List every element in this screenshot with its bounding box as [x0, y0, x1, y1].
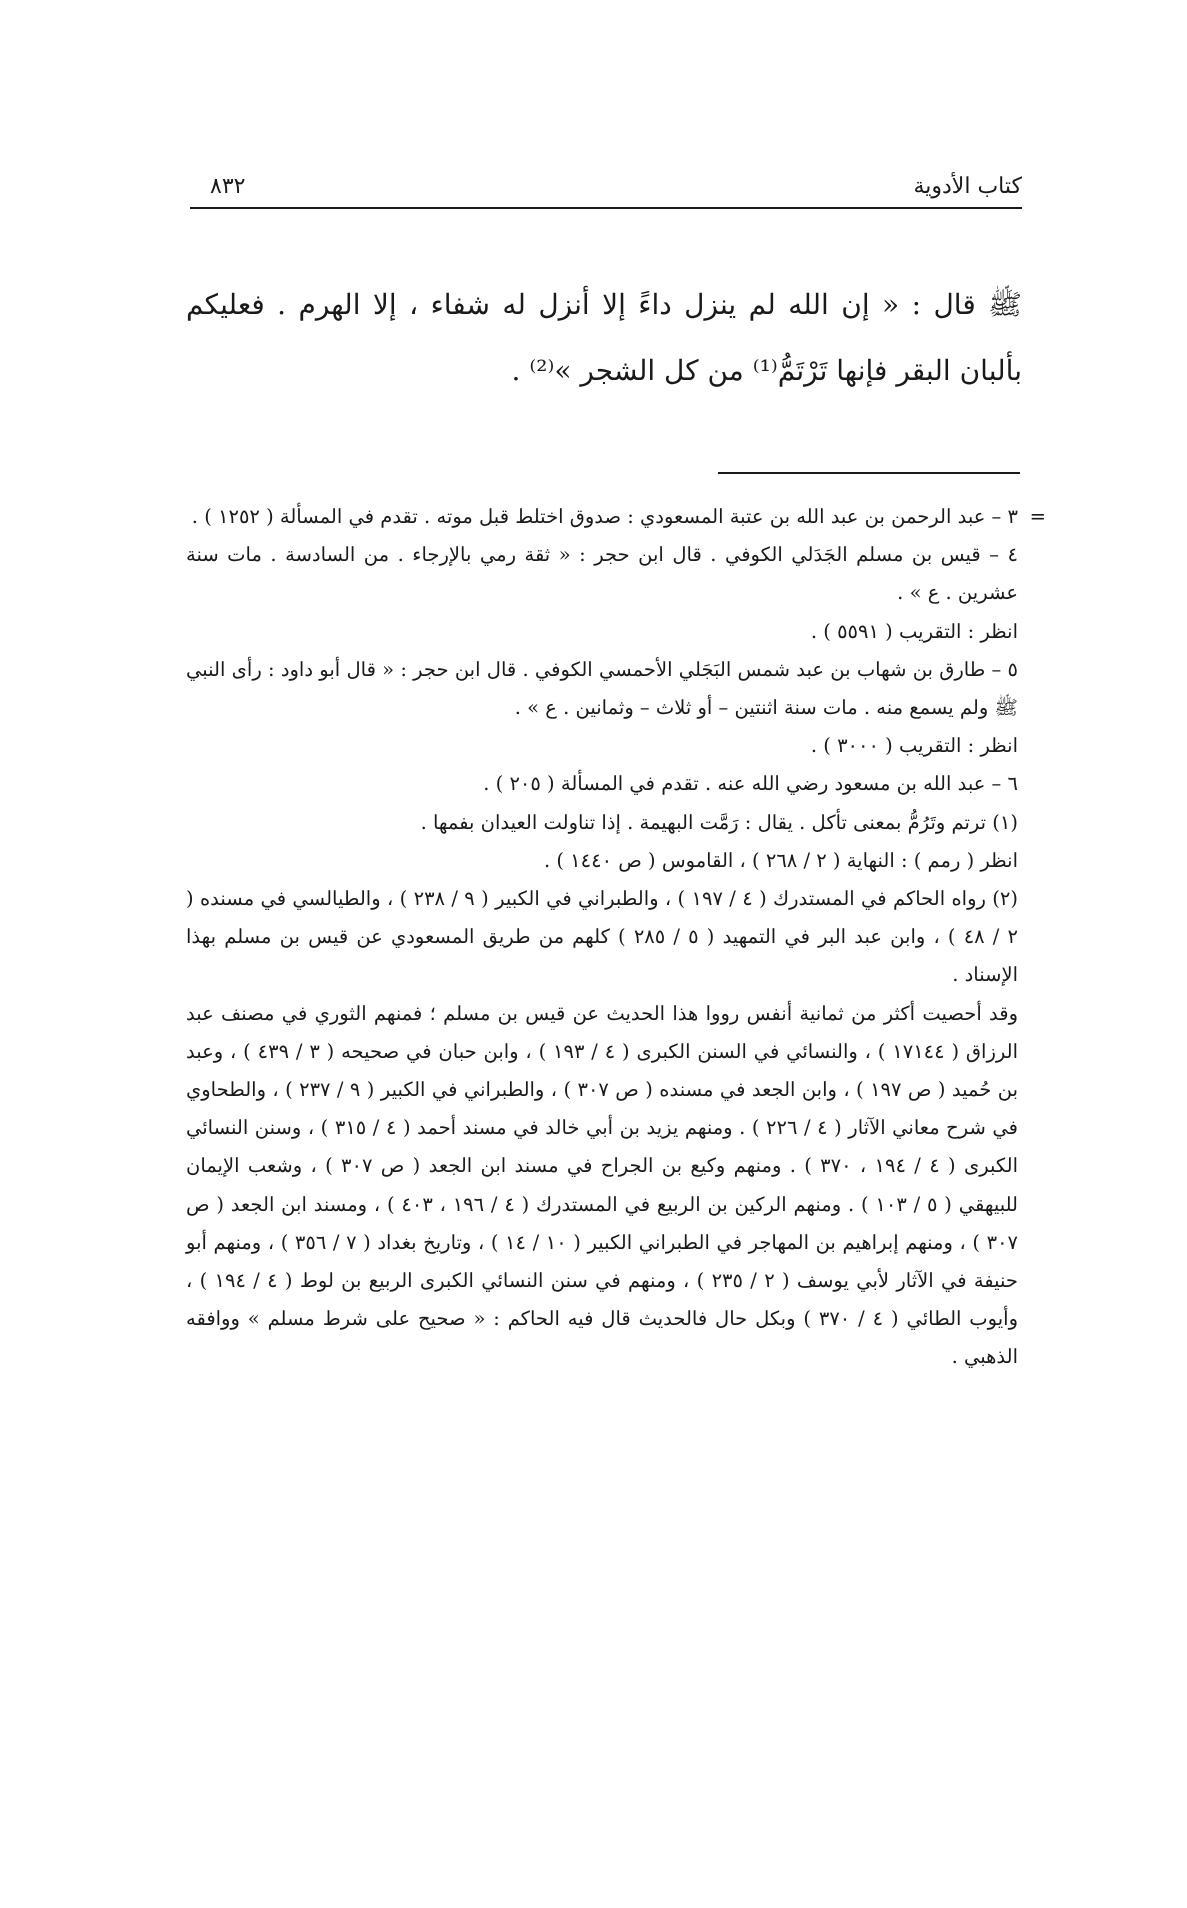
- continuation-mark: =: [1029, 505, 1046, 528]
- footnotes: [186, 498, 1046, 1377]
- main-text: ﷺ قال : « إن الله لم ينزل داءً إلا أنزل له شفاء ، إلا الهرم . فعليكم بألبان البقر فإنها تَرْتَمُّ⁽¹⁾ من كل الشجر »⁽²⁾ .: [186, 288, 1022, 387]
- header-rule: [190, 207, 1022, 209]
- footnote-line: ٦ – عبد الله بن مسعود رضي الله عنه . تقدم في المسألة ( ٢٠٥ ) .: [483, 772, 1018, 796]
- footnote-line: ٤ – قيس بن مسلم الجَدَلي الكوفي . قال ابن حجر : « ثقة رمي بالإرجاء . من السادسة . مات سنة عشرين . ع » .: [186, 543, 1018, 605]
- footnote-line: ٣ – عبد الرحمن بن عبد الله بن عتبة المسعودي : صدوق اختلط قبل موته . تقدم في المسألة ( ١٢٥٢ ) .: [191, 505, 1018, 528]
- footnote-line: (٢) رواه الحاكم في المستدرك ( ٤ / ١٩٧ ) ، والطبراني في الكبير ( ٩ / ٢٣٨ ) ، والطيالسي في مسنده ( ٢ / ٤٨ ) ، وابن عبد البر في التمهيد ( ٥ / ٢٨٥ ) كلهم من طريق المسعودي عن قيس بن مسلم بهذا الإسناد .: [186, 887, 1019, 987]
- book-title: كتاب الأدوية: [913, 174, 1022, 199]
- footnote-line: انظر : التقريب ( ٣٠٠٠ ) .: [810, 734, 1018, 758]
- page-header: [190, 170, 1022, 210]
- footnote-line: ٥ – طارق بن شهاب بن عبد شمس البَجَلي الأحمسي الكوفي . قال ابن حجر : « قال أبو داود : رأى النبي ﷺ ولم يسمع منه . مات سنة اثنتين – أو ثلاث – وثمانين . ع » .: [186, 657, 1018, 720]
- footnote-block-continuation: [186, 498, 1046, 536]
- page-number: ٨٣٢: [210, 174, 246, 199]
- footnote-separator: [718, 472, 1020, 474]
- footnote-line: انظر ( رمم ) : النهاية ( ٢ / ٢٦٨ ) ، القاموس ( ص ١٤٤٠ ) .: [543, 848, 1018, 872]
- footnote-line: (١) ترتم وتَرُمُّ بمعنى تأكل . يقال : رَمَّت البهيمة . إذا تناولت العيدان بفمها .: [420, 810, 1018, 834]
- footnote-line: انظر : التقريب ( ٥٥٩١ ) .: [810, 619, 1018, 643]
- footnote-line: وقد أحصيت أكثر من ثمانية أنفس رووا هذا الحديث عن قيس بن مسلم ؛ فمنهم الثوري في مصنف عبد الرزاق ( ١٧١٤٤ ) ، والنسائي في السنن الكبرى ( ٤ / ١٩٣ ) ، وابن حبان في صحيحه ( ٣ / ٤٣٩ ) ، وعبد بن حُميد ( ص ١٩٧ ) ، وابن الجعد في مسنده ( ص ٣٠٧ ) ، والطبراني في الكبير ( ٩ / ٢٣٧ ) ، والطحاوي في شرح معاني الآثار ( ٤ / ٢٢٦ ) . ومنهم يزيد بن أبي خالد في مسند أحمد ( ٤ / ٣١٥ ) ، وسنن النسائي الكبرى ( ٤ / ١٩٤ ، ٣٧٠ ) . ومنهم وكيع بن الجراح في مسند ابن الجعد ( ص ٣٠٧ ) ، وشعب الإيمان للبيهقي ( ٥ / ١٠٣ ) . ومنهم الركين بن الربيع في المستدرك ( ٤ / ١٩٦ ، ٤٠٣ ) ، ومسند ابن الجعد ( ص ٣٠٧ ) ، ومنهم إبراهيم بن المهاجر في الطبراني الكبير ( ١٠ / ١٤ ) ، وتاريخ بغداد ( ٧ / ٣٥٦ ) ، ومنهم أبو حنيفة في الآثار لأبي يوسف ( ٢ / ٢٣٥ ) ، ومنهم في سنن النسائي الكبرى الربيع بن لوط ( ٤ / ١٩٤ ) ، وأيوب الطائي ( ٤ / ٣٧٠ ) وبكل حال فالحديث قال فيه الحاكم : « صحيح على شرط مسلم » ووافقه الذهبي .: [186, 1001, 1019, 1369]
